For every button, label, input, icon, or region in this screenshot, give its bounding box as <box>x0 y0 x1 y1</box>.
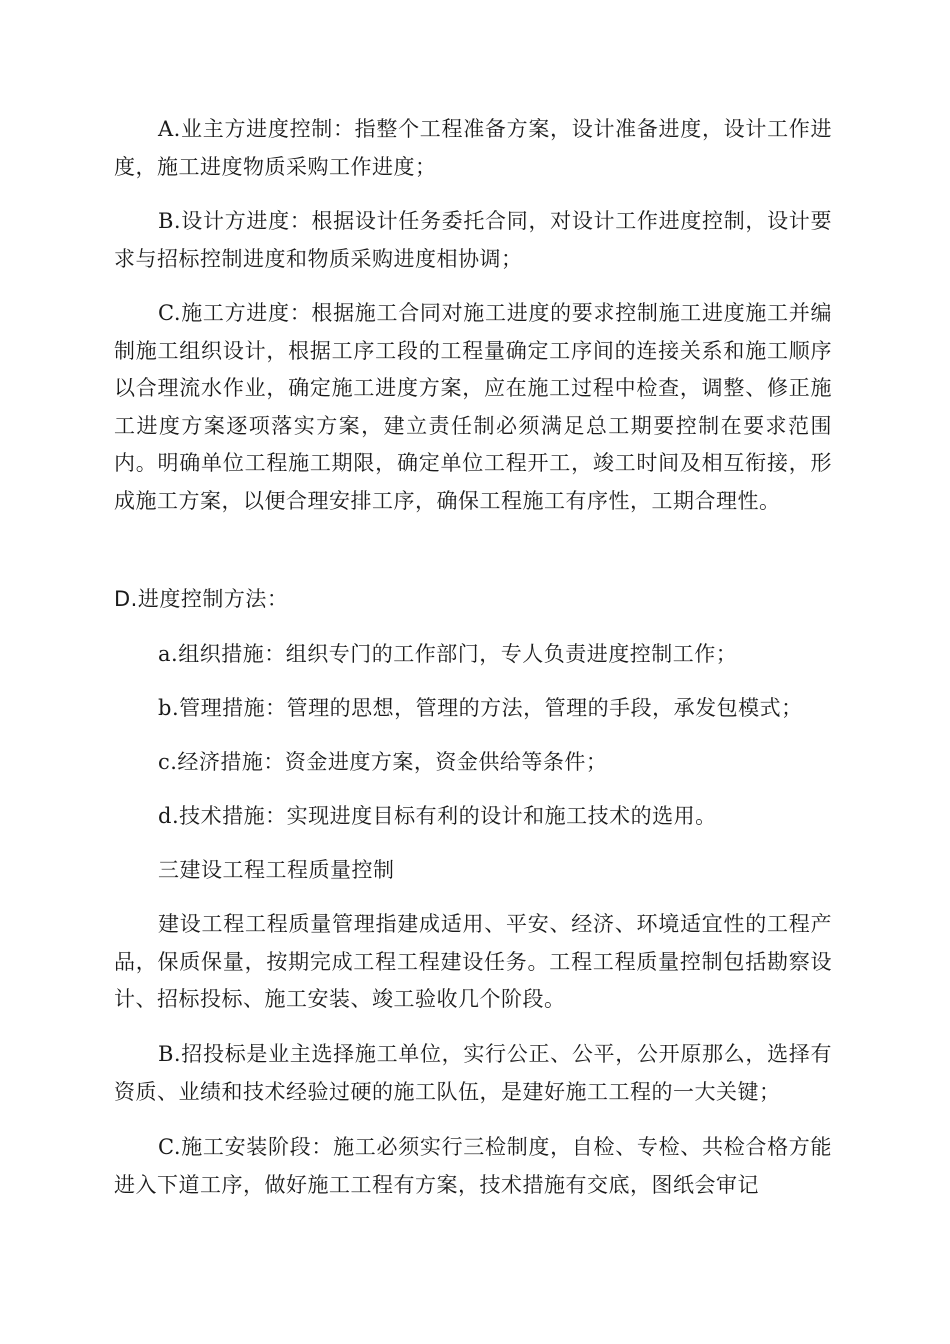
list-item-economic-measures: c.经济措施：资金进度方案，资金供给等条件； <box>158 750 608 774</box>
paragraph-installation-stage: C.施工安装阶段：施工必须实行三检制度，自检、专检、共检合格方能进入下道工序，做好施工工程有方案，技术措施有交底，图纸会审记 <box>114 1135 832 1197</box>
paragraph-bidding: B.招投标是业主选择施工单位，实行公正、公平，公开原那么，选择有资质、业绩和技术经验过硬的施工队伍，是建好施工工程的一大关键； <box>114 1042 832 1104</box>
paragraph-quality-management: 建设工程工程质量管理指建成适用、平安、经济、环境适宜性的工程产品，保质保量，按期完成工程工程建设任务。工程工程质量控制包括勘察设计、招标投标、施工安装、竣工验收几个阶段。 <box>114 912 832 1011</box>
paragraph-construction-progress: C.施工方进度：根据施工合同对施工进度的要求控制施工进度施工并编制施工组织设计，根据工序工段的工程量确定工序间的连接关系和施工顺序以合理流水作业，确定施工进度方案，应在施工过程中检查，调整、修正施工进度方案逐项落实方案，建立责任制必须满足总工期要控制在要求范围内。明确单位工程施工期限，确定单位工程开工，竣工时间及相互衔接，形成施工方案，以便合理安排工序，确保工程施工有序性，工期合理性。 <box>114 301 832 513</box>
heading-progress-control-methods: D.进度控制方法： <box>114 587 289 611</box>
list-item-management-measures: b.管理措施：管理的思想，管理的方法，管理的手段，承发包模式； <box>158 696 803 720</box>
paragraph-design-progress: B.设计方进度：根据设计任务委托合同，对设计工作进度控制，设计要求与招标控制进度和物质采购进度相协调； <box>114 209 832 271</box>
list-item-technical-measures: d.技术措施：实现进度目标有利的设计和施工技术的选用。 <box>158 804 717 828</box>
section-title-quality-control: 三建设工程工程质量控制 <box>158 858 395 882</box>
list-item-organization-measures: a.组织措施：组织专门的工作部门，专人负责进度控制工作； <box>158 642 738 666</box>
paragraph-owner-progress: A.业主方进度控制：指整个工程准备方案，设计准备进度，设计工作进度，施工进度物质采购工作进度； <box>114 117 832 179</box>
